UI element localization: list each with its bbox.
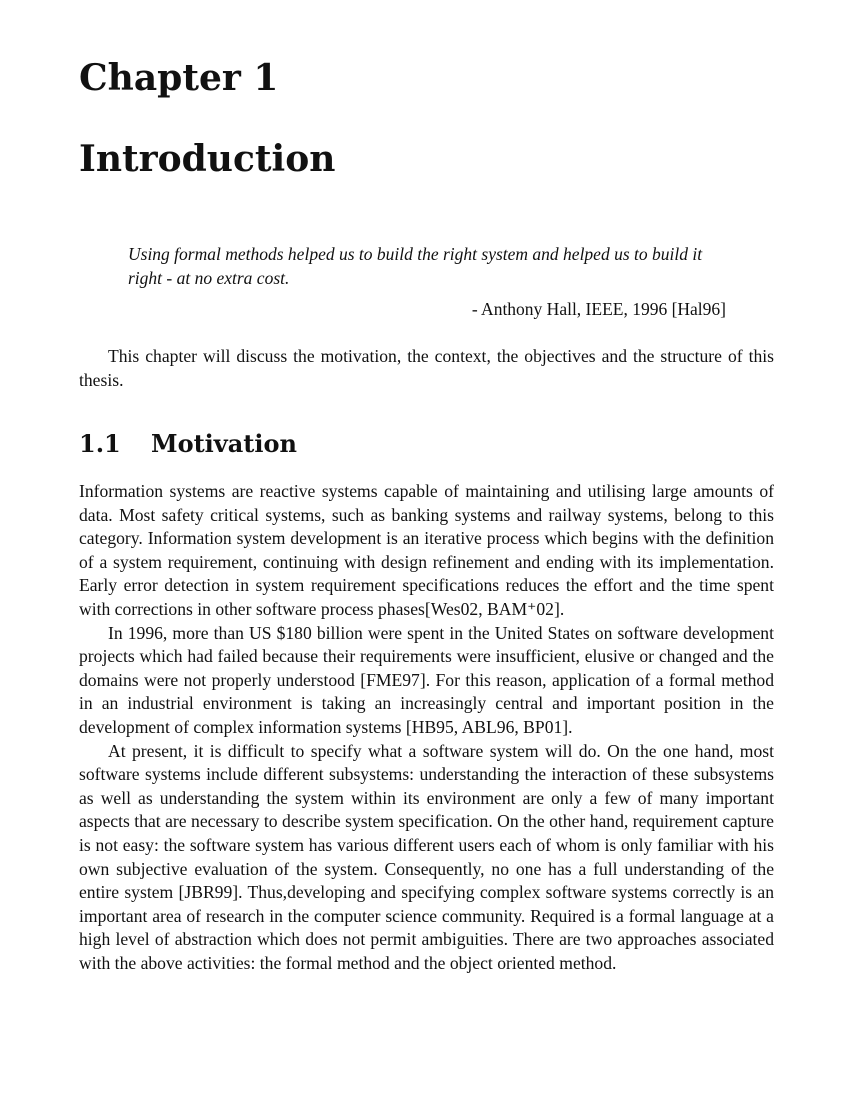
epigraph-quote: Using formal methods helped us to build the right system and helped us to build it right - at no extra cost.: [128, 244, 703, 288]
body-paragraph-3: At present, it is difficult to specify what a software system will do. On the one hand, most software systems include different subsystems: understanding the interaction of these subsystems as well as understanding the system within its environment are only a few of many important aspects that are necessary to describe system specification. On the other hand, requirement capture is not easy: the software system has various different users each of whom is only familiar with his own subjective evaluation of the system. Consequently, no one has a full understanding of the entire system [JBR99]. Thus,developing and specifying complex software systems correctly is an important area of research in the computer science community. Required is a formal language at a high level of abstraction which does not permit ambiguities. There are two approaches associated with the above activities: the formal method and the object oriented method.: [79, 740, 774, 973]
epigraph: [128, 242, 726, 321]
section-number: 1.1: [79, 429, 121, 458]
body-paragraph-1: Information systems are reactive systems capable of maintaining and utilising large amounts of data. Most safety critical systems, such as banking systems and railway systems, belong to this category. Information system development is an iterative process which begins with the definition of a system requirement, continuing with design refinement and ending with its implementation. Early error detection in system requirement specifications reduces the effort and the time spent with corrections in other software process phases[Wes02, BAM⁺02].: [79, 481, 774, 619]
chapter-label: Chapter 1: [79, 57, 279, 99]
chapter-title: Introduction: [79, 138, 336, 180]
section-heading: [79, 428, 297, 460]
body-paragraph-2: In 1996, more than US $180 billion were spent in the United States on software development projects which had failed because their requirements were insufficient, elusive or changed and the domains were not properly understood [FME97]. For this reason, application of a formal method in an industrial environment is taking an increasingly central and important position in the development of complex information systems [HB95, ABL96, BP01].: [79, 622, 774, 737]
intro-paragraph: This chapter will discuss the motivation, the context, the objectives and the structure of this thesis.: [79, 346, 774, 390]
section-body: [79, 480, 774, 975]
section-title: Motivation: [151, 429, 297, 458]
epigraph-attribution: - Anthony Hall, IEEE, 1996 [Hal96]: [471, 299, 726, 319]
